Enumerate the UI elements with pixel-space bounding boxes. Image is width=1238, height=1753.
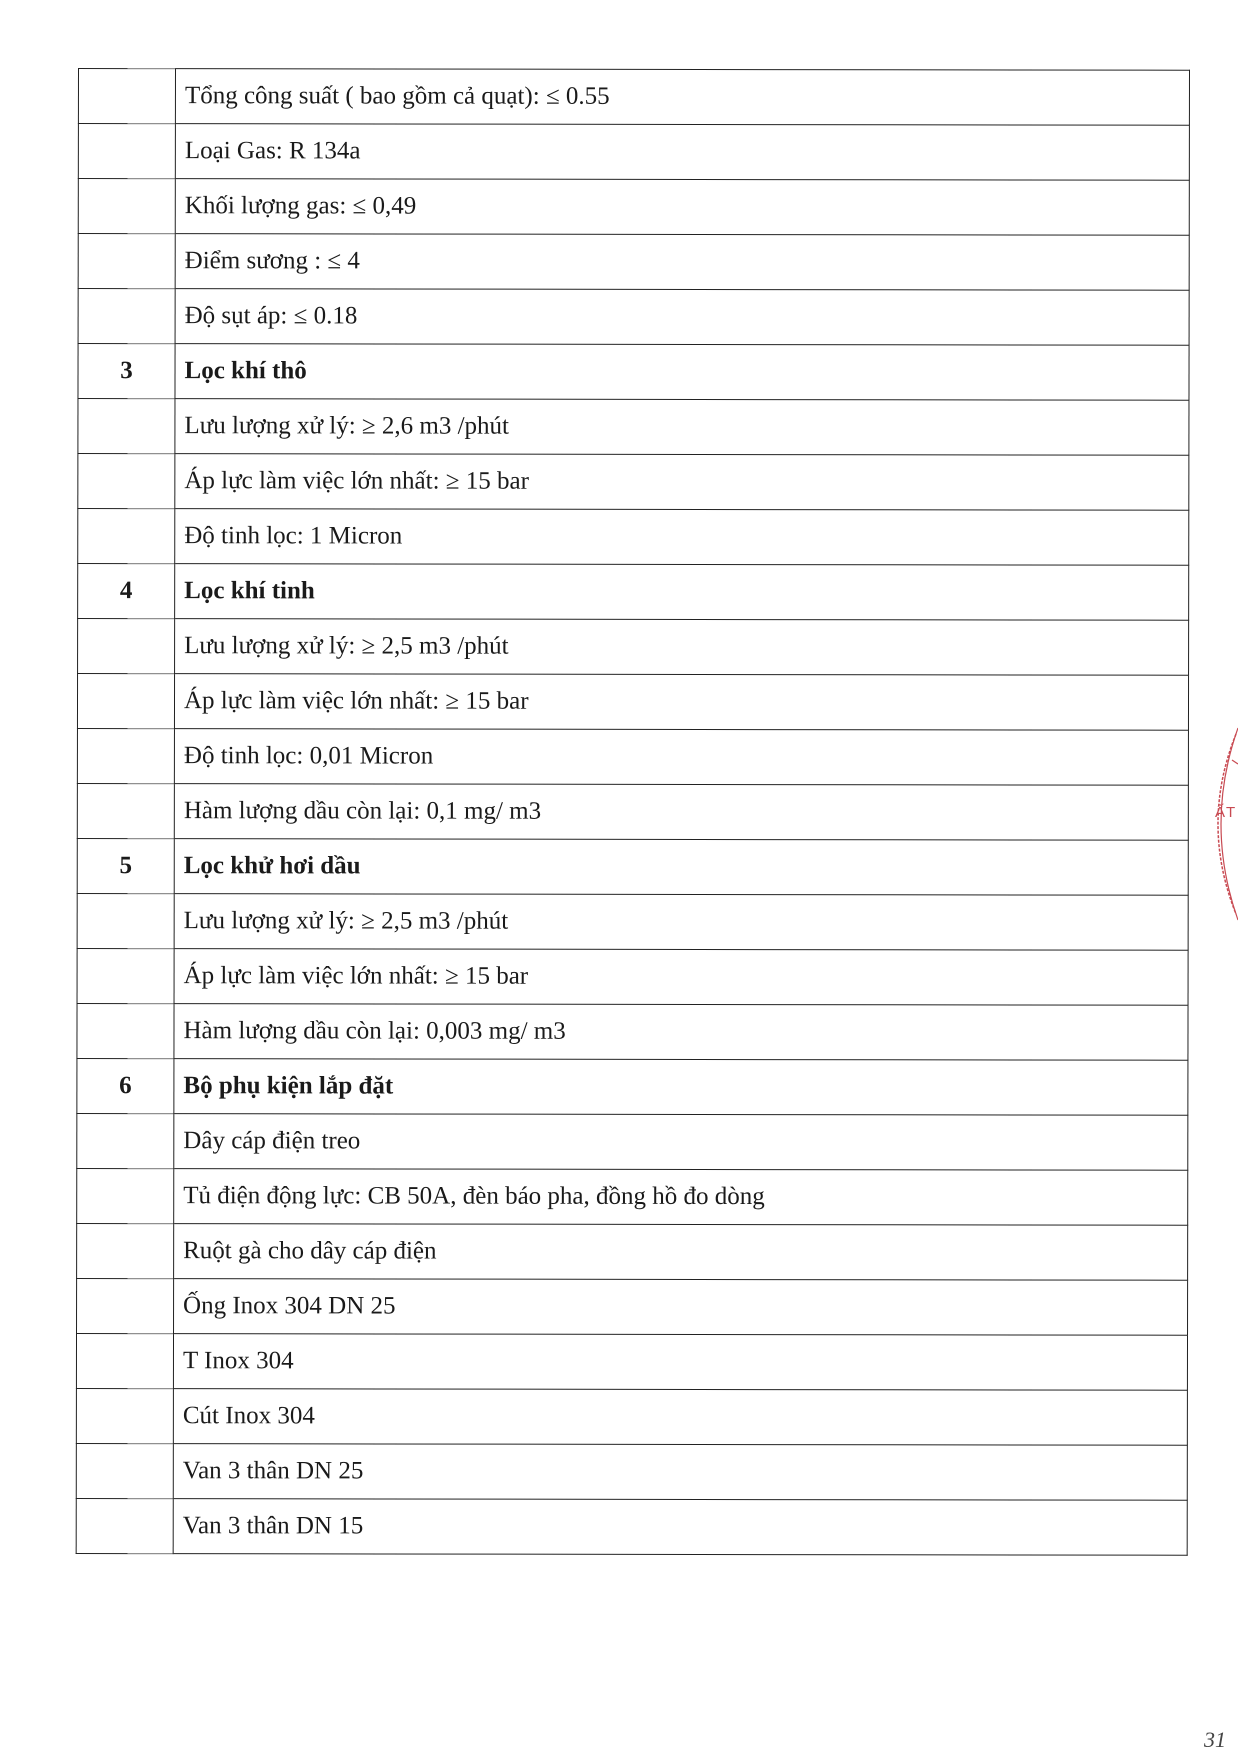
row-number [77, 674, 174, 729]
section-heading-row [78, 564, 1189, 621]
row-number [78, 289, 175, 344]
row-number [78, 69, 175, 124]
spec-text: Độ sụt áp: ≤ 0.18 [175, 289, 1189, 346]
section-heading-row [77, 1058, 1188, 1115]
section-heading-row [77, 838, 1188, 895]
table-row [77, 1278, 1188, 1335]
row-number [77, 893, 174, 948]
row-number [78, 454, 175, 509]
row-number [77, 1168, 174, 1223]
spec-text: Tổng công suất ( bao gồm cả quạt): ≤ 0.55 [175, 69, 1189, 126]
row-number [78, 509, 175, 564]
row-number [78, 124, 175, 179]
spec-text: Độ tinh lọc: 1 Micron [175, 509, 1189, 566]
table-row [77, 1168, 1188, 1225]
table-row [78, 124, 1189, 181]
table-row [76, 1388, 1187, 1445]
table-row [78, 69, 1189, 126]
spec-text: Tủ điện động lực: CB 50A, đèn báo pha, đồng hồ đo dòng [174, 1169, 1188, 1226]
table-row [77, 674, 1188, 731]
row-number [77, 948, 174, 1003]
section-title: Bộ phụ kiện lắp đặt [174, 1059, 1188, 1116]
table-row [77, 783, 1188, 840]
spec-text: Độ tinh lọc: 0,01 Micron [174, 729, 1188, 786]
table-row [78, 179, 1189, 236]
spec-text: Hàm lượng dầu còn lại: 0,003 mg/ m3 [174, 1004, 1188, 1061]
table-row [78, 289, 1189, 346]
section-title: Lọc khí tinh [175, 564, 1189, 621]
spec-text: Cút Inox 304 [173, 1389, 1187, 1446]
table-row [77, 729, 1188, 786]
table-row [77, 1223, 1188, 1280]
row-number [77, 1113, 174, 1168]
page-number: 31 [1204, 1727, 1226, 1752]
row-number [78, 179, 175, 234]
table-row [78, 399, 1189, 456]
row-number [76, 1443, 173, 1498]
row-number [77, 783, 174, 838]
row-number: 4 [78, 564, 175, 619]
spec-text: Dây cáp điện treo [174, 1114, 1188, 1171]
spec-table [76, 68, 1190, 1556]
spec-text: Lưu lượng xử lý: ≥ 2,6 m3 /phút [175, 399, 1189, 456]
table-row [78, 509, 1189, 566]
table-row [77, 1113, 1188, 1170]
table-row [76, 1443, 1187, 1500]
table-row [76, 1498, 1187, 1555]
row-number [78, 619, 175, 674]
row-number: 5 [77, 838, 174, 893]
stamp-text: ẤT [1215, 804, 1237, 821]
row-number [77, 1003, 174, 1058]
spec-text: Khối lượng gas: ≤ 0,49 [175, 179, 1189, 236]
row-number [76, 1498, 173, 1553]
table-row [77, 1003, 1188, 1060]
section-title: Lọc khử hơi dầu [174, 839, 1188, 896]
spec-text: T Inox 304 [173, 1334, 1187, 1391]
spec-text: Van 3 thân DN 25 [173, 1444, 1187, 1501]
row-number: 6 [77, 1058, 174, 1113]
spec-text: Loại Gas: R 134a [175, 124, 1189, 181]
table-row [78, 454, 1189, 511]
spec-text: Ống Inox 304 DN 25 [174, 1279, 1188, 1336]
row-number [77, 1223, 174, 1278]
row-number [78, 234, 175, 289]
table-row [76, 1333, 1187, 1390]
row-number [76, 1333, 173, 1388]
spec-table-body [76, 69, 1189, 1556]
spec-text: Hàm lượng dầu còn lại: 0,1 mg/ m3 [174, 784, 1188, 841]
table-row [77, 893, 1188, 950]
spec-text: Van 3 thân DN 15 [173, 1499, 1187, 1556]
red-stamp [1198, 724, 1238, 924]
stamp-arc-icon [1198, 724, 1238, 924]
spec-text: Điểm sương : ≤ 4 [175, 234, 1189, 291]
table-row [77, 948, 1188, 1005]
row-number [77, 1278, 174, 1333]
table-row [78, 234, 1189, 291]
section-title: Lọc khí thô [175, 344, 1189, 401]
spec-text: Lưu lượng xử lý: ≥ 2,5 m3 /phút [175, 619, 1189, 676]
spec-text: Áp lực làm việc lớn nhất: ≥ 15 bar [174, 949, 1188, 1006]
row-number [76, 1388, 173, 1443]
row-number [77, 729, 174, 784]
row-number: 3 [78, 344, 175, 399]
table-row [78, 619, 1189, 676]
spec-text: Lưu lượng xử lý: ≥ 2,5 m3 /phút [174, 894, 1188, 951]
row-number [78, 399, 175, 454]
spec-text: Áp lực làm việc lớn nhất: ≥ 15 bar [174, 674, 1188, 731]
section-heading-row [78, 344, 1189, 401]
spec-text: Áp lực làm việc lớn nhất: ≥ 15 bar [175, 454, 1189, 511]
spec-text: Ruột gà cho dây cáp điện [174, 1224, 1188, 1281]
